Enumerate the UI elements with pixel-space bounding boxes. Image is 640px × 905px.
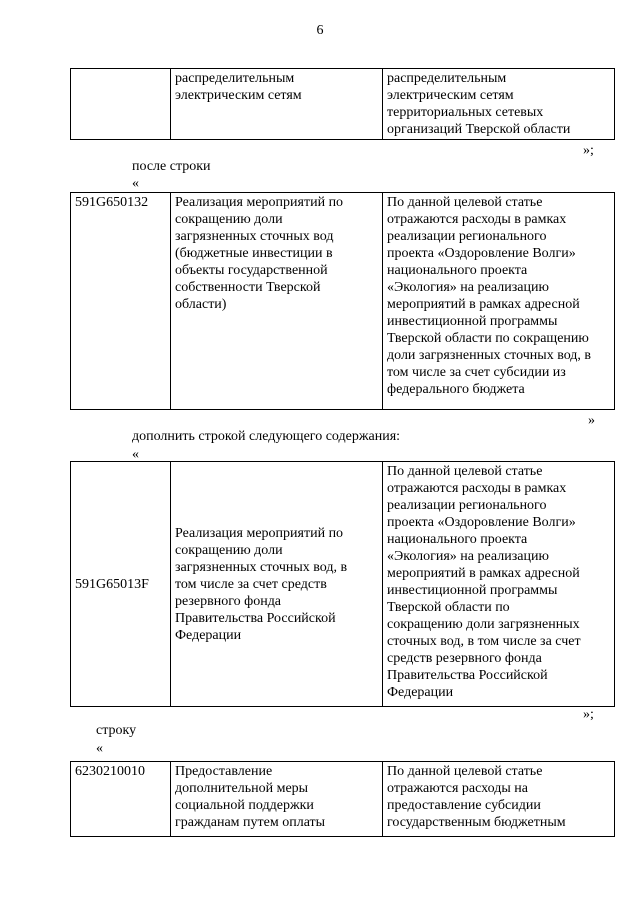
cell-text-line: гражданам путем оплаты: [175, 815, 326, 830]
cell-text-line: территориальных сетевых: [387, 105, 544, 120]
cell-text-line: распределительным: [387, 71, 507, 86]
cell-text-line: По данной целевой статье: [387, 764, 543, 779]
code-cell: [71, 69, 171, 140]
cell-text-line: сокращению доли: [175, 542, 283, 558]
table-row: [71, 193, 615, 410]
table-row-591G65013F: [70, 461, 615, 707]
cell-text-line: Реализация мероприятий по: [175, 525, 344, 541]
name-cell: [171, 193, 383, 410]
cell-text-line: распределительным: [175, 71, 295, 86]
table-row: [71, 762, 615, 837]
cell-text-line: Федерации: [175, 627, 242, 643]
table-row-591G650132: [70, 192, 615, 410]
code-cell: 591G65013F: [71, 462, 171, 707]
cell-text-line: реализации регионального: [387, 229, 547, 244]
cell-text-line: государственным бюджетным: [387, 815, 566, 830]
page-number: 6: [316, 23, 324, 38]
cell-text-line: электрическим сетям: [175, 88, 302, 103]
cell-text-line: отражаются расходы в рамках: [387, 212, 567, 227]
closing-quote: »;: [583, 707, 594, 722]
cell-text-line: Тверской области по: [387, 600, 510, 615]
cell-text-line: дополнительной меры: [175, 781, 309, 796]
cell-text-line: области): [175, 297, 227, 312]
cell-text-line: «Экология» на реализацию: [387, 280, 549, 295]
cell-text-line: По данной целевой статье: [387, 464, 543, 479]
cell-text-line: резервного фонда: [175, 593, 282, 609]
table-row: [71, 69, 615, 140]
cell-text-line: сокращению доли загрязненных: [387, 617, 580, 632]
description-cell: [383, 462, 615, 707]
cell-text-line: мероприятий в рамках адресной: [387, 297, 580, 312]
cell-text-line: отражаются расходы на: [387, 781, 528, 796]
description-cell: [383, 69, 615, 140]
cell-text-line: сточных вод, в том числе за счет: [387, 634, 581, 649]
cell-text-line: загрязненных сточных вод, в: [175, 559, 348, 575]
table-row: [71, 462, 615, 707]
closing-quote: »;: [583, 143, 594, 158]
cell-text-line: том числе за счет субсидии из: [387, 365, 566, 380]
table-fragment-1: [70, 68, 615, 140]
cell-text-line: доли загрязненных сточных вод, в: [387, 348, 592, 363]
instruction-add-row: дополнить строкой следующего содержания:: [132, 429, 401, 444]
cell-text-line: проекта «Оздоровление Волги»: [387, 246, 576, 261]
cell-text-line: По данной целевой статье: [387, 195, 543, 210]
cell-text-line: собственности Тверской: [175, 280, 321, 295]
cell-text-line: национального проекта: [387, 263, 528, 278]
cell-text-line: проекта «Оздоровление Волги»: [387, 515, 576, 530]
cell-text-line: средств резервного фонда: [387, 651, 542, 666]
cell-text-line: организаций Тверской области: [387, 122, 571, 137]
cell-text-line: Правительства Российской: [387, 668, 548, 683]
cell-text-line: Правительства Российской: [175, 610, 336, 626]
cell-text-line: предоставление субсидии: [387, 798, 541, 813]
cell-text-line: Реализация мероприятий по: [175, 195, 344, 210]
code-cell: 6230210010: [71, 762, 171, 837]
cell-text-line: (бюджетные инвестиции в: [175, 246, 333, 261]
cell-text-line: национального проекта: [387, 532, 528, 547]
cell-text-line: Предоставление: [175, 764, 273, 779]
cell-text-line: Федерации: [387, 685, 454, 700]
cell-text-line: реализации регионального: [387, 498, 547, 513]
closing-quote: »: [588, 413, 595, 428]
instruction-after-row: после строки: [132, 159, 211, 174]
cell-text-line: инвестиционной программы: [387, 583, 558, 598]
cell-text-line: том числе за счет средств: [175, 576, 327, 592]
cell-text-line: объекты государственной: [175, 263, 328, 278]
cell-text-line: инвестиционной программы: [387, 314, 558, 329]
instruction-row: строку: [96, 723, 137, 738]
cell-text-line: отражаются расходы в рамках: [387, 481, 567, 496]
cell-text-line: электрическим сетям: [387, 88, 514, 103]
name-cell: [171, 462, 383, 707]
cell-text-line: «Экология» на реализацию: [387, 549, 549, 564]
cell-text-line: социальной поддержки: [175, 798, 314, 813]
opening-quote: «: [132, 176, 139, 191]
description-cell: [383, 762, 615, 837]
cell-text-line: мероприятий в рамках адресной: [387, 566, 580, 581]
cell-text-line: Тверской области по сокращению: [387, 331, 589, 346]
table-row-6230210010: [70, 761, 615, 837]
code-cell: 591G650132: [71, 193, 171, 410]
cell-text-line: загрязненных сточных вод: [175, 229, 334, 244]
opening-quote: «: [132, 447, 139, 462]
description-cell: [383, 193, 615, 410]
opening-quote: «: [96, 741, 103, 756]
name-cell: [171, 762, 383, 837]
cell-text-line: сокращению доли: [175, 212, 283, 227]
cell-text-line: федерального бюджета: [387, 382, 525, 397]
name-cell: [171, 69, 383, 140]
